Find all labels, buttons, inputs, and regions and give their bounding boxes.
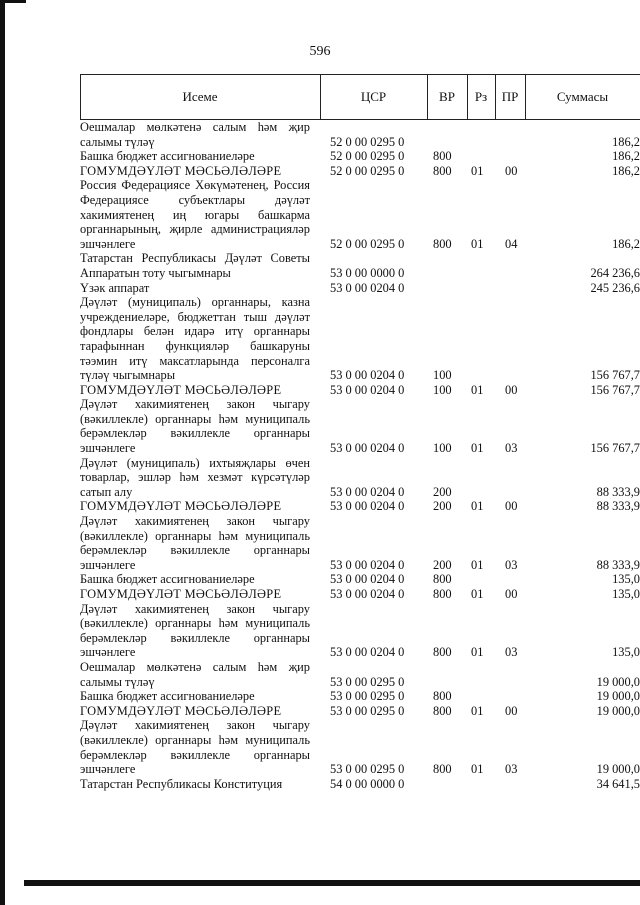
table-row bbox=[80, 397, 640, 455]
row-name: ГОМУМДӘҮЛӘТ МӘСЬӘЛӘЛӘРЕ bbox=[80, 382, 282, 397]
page-number: 596 bbox=[309, 44, 331, 59]
row-sum: 156 767,7 bbox=[590, 382, 640, 397]
table-row bbox=[80, 120, 640, 149]
header-pr: ПР bbox=[501, 89, 519, 104]
row-pr: 03 bbox=[505, 557, 518, 572]
row-sum: 19 000,0 bbox=[596, 674, 640, 689]
row-name: Дәүләт хакимиятенең закон чыгару (вәкиллекле) органнары һәм муниципаль берәмлекләр вәкиллекле органнары эшчәнлеге bbox=[80, 718, 310, 777]
row-vr: 200 bbox=[433, 484, 452, 499]
row-name: ГОМУМДӘҮЛӘТ МӘСЬӘЛӘЛӘРЕ bbox=[80, 703, 282, 718]
row-pr: 03 bbox=[505, 645, 518, 660]
table-row bbox=[80, 660, 640, 689]
row-vr: 100 bbox=[433, 382, 452, 397]
row-sum: 186,2 bbox=[612, 149, 640, 164]
row-csr: 52 0 00 0295 0 bbox=[330, 149, 405, 164]
row-csr: 53 0 00 0204 0 bbox=[330, 499, 405, 514]
row-sum: 135,0 bbox=[612, 572, 640, 587]
row-sum: 34 641,5 bbox=[596, 776, 640, 791]
row-sum: 264 236,6 bbox=[590, 265, 640, 280]
row-pr: 00 bbox=[505, 587, 518, 601]
table-row bbox=[80, 164, 640, 179]
row-name: Татарстан Республикасы Конституция bbox=[80, 776, 283, 791]
row-vr: 100 bbox=[433, 368, 452, 383]
row-vr: 800 bbox=[433, 587, 452, 601]
table-body bbox=[80, 120, 640, 791]
row-sum: 88 333,9 bbox=[596, 557, 640, 572]
row-sum: 88 333,9 bbox=[596, 484, 640, 499]
table-row bbox=[80, 251, 640, 280]
row-csr: 53 0 00 0204 0 bbox=[330, 645, 405, 660]
row-vr: 800 bbox=[433, 645, 452, 660]
row-pr: 03 bbox=[505, 762, 518, 777]
header-name: Исеме bbox=[182, 89, 218, 104]
row-name: Дәүләт (муниципаль) органнары, казна учреждениеләре, бюджеттан тыш дәүләт фондлары белән идарә итү органнары тарафыннан функцияләр башкаруны тәэмин итү максатларында персоналга түләү чыгымнары bbox=[80, 295, 310, 383]
row-csr: 53 0 00 0000 0 bbox=[330, 265, 405, 280]
row-pr: 00 bbox=[505, 499, 518, 514]
row-rz: 01 bbox=[471, 499, 484, 514]
row-csr: 53 0 00 0295 0 bbox=[330, 703, 405, 718]
row-vr: 800 bbox=[433, 762, 452, 777]
row-vr: 100 bbox=[433, 441, 452, 456]
row-csr: 52 0 00 0295 0 bbox=[330, 134, 405, 149]
row-csr: 54 0 00 0000 0 bbox=[330, 776, 405, 791]
row-name: Башка бюджет ассигнованиеләре bbox=[80, 689, 255, 704]
row-csr: 53 0 00 0295 0 bbox=[330, 762, 405, 777]
row-csr: 53 0 00 0204 0 bbox=[330, 280, 405, 295]
row-sum: 245 236,6 bbox=[590, 280, 640, 295]
scan-border-top bbox=[0, 0, 26, 3]
row-sum: 135,0 bbox=[612, 645, 640, 660]
row-sum: 19 000,0 bbox=[596, 762, 640, 777]
row-name: Россия Федерациясе Хөкүмәтенең, Россия Федерациясе субъектлары дәүләт хакимиятенең иң югары башкарма органнарының, җирле администрацияләр эшчәнлеге bbox=[80, 178, 310, 251]
row-rz: 01 bbox=[471, 163, 484, 178]
row-rz: 01 bbox=[471, 762, 484, 777]
table-row bbox=[80, 514, 640, 572]
row-name: Дәүләт хакимиятенең закон чыгару (вәкиллекле) органнары һәм муниципаль берәмлекләр вәкиллекле органнары эшчәнлеге bbox=[80, 601, 310, 660]
row-rz: 01 bbox=[471, 441, 484, 456]
table-row bbox=[80, 456, 640, 500]
row-csr: 52 0 00 0295 0 bbox=[330, 236, 405, 251]
row-csr: 53 0 00 0295 0 bbox=[330, 689, 405, 704]
row-vr: 800 bbox=[433, 572, 452, 587]
row-name: Оешмалар мөлкәтенә салым һәм җир салымы түләү bbox=[80, 659, 310, 689]
budget-table bbox=[80, 74, 640, 791]
header-sum: Суммасы bbox=[556, 89, 609, 104]
row-name: Дәүләт (муниципаль) ихтыяҗлары өчен товарлар, эшләр һәм хезмәт күрсәтүләр сатып алу bbox=[80, 455, 310, 499]
row-name: Дәүләт хакимиятенең закон чыгару (вәкиллекле) органнары һәм муниципаль берәмлекләр вәкиллекле органнары эшчәнлеге bbox=[80, 397, 310, 456]
table-row bbox=[80, 777, 640, 792]
table-header bbox=[80, 74, 640, 120]
row-pr: 00 bbox=[505, 163, 518, 178]
row-vr: 800 bbox=[433, 689, 452, 704]
table-row bbox=[80, 281, 640, 296]
row-rz: 01 bbox=[471, 557, 484, 572]
row-sum: 19 000,0 bbox=[596, 703, 640, 718]
row-csr: 53 0 00 0204 0 bbox=[330, 441, 405, 456]
row-csr: 53 0 00 0204 0 bbox=[330, 557, 405, 572]
row-name: ГОМУМДӘҮЛӘТ МӘСЬӘЛӘЛӘРЕ bbox=[80, 163, 282, 178]
row-rz: 01 bbox=[471, 645, 484, 660]
row-pr: 00 bbox=[505, 382, 518, 397]
row-vr: 800 bbox=[433, 163, 452, 178]
row-csr: 53 0 00 0204 0 bbox=[330, 368, 405, 383]
header-rz: Рз bbox=[474, 89, 488, 104]
row-csr: 53 0 00 0204 0 bbox=[330, 484, 405, 499]
row-pr: 03 bbox=[505, 441, 518, 456]
table-row bbox=[80, 602, 640, 660]
row-sum: 19 000,0 bbox=[596, 689, 640, 704]
table-row bbox=[80, 704, 640, 719]
row-rz: 01 bbox=[471, 703, 484, 718]
row-name: Башка бюджет ассигнованиеләре bbox=[80, 572, 255, 587]
row-name: Татарстан Республикасы Дәүләт Советы Аппаратын тоту чыгымнары bbox=[80, 251, 310, 280]
row-pr: 00 bbox=[505, 703, 518, 718]
row-vr: 200 bbox=[433, 499, 452, 514]
row-sum: 186,2 bbox=[612, 236, 640, 251]
row-vr: 200 bbox=[433, 557, 452, 572]
row-pr: 04 bbox=[505, 236, 518, 251]
table-row bbox=[80, 178, 640, 251]
row-name: ГОМУМДӘҮЛӘТ МӘСЬӘЛӘЛӘРЕ bbox=[80, 499, 282, 514]
row-vr: 800 bbox=[433, 236, 452, 251]
scan-border-bottom bbox=[24, 880, 640, 886]
table-row bbox=[80, 689, 640, 704]
row-sum: 88 333,9 bbox=[596, 499, 640, 514]
header-csr: ЦСР bbox=[360, 89, 387, 104]
row-sum: 156 767,7 bbox=[590, 441, 640, 456]
table-row bbox=[80, 572, 640, 587]
row-rz: 01 bbox=[471, 587, 484, 601]
row-sum: 186,2 bbox=[612, 134, 640, 149]
row-name: Башка бюджет ассигнованиеләре bbox=[80, 149, 255, 164]
row-csr: 53 0 00 0204 0 bbox=[330, 587, 405, 601]
table-row bbox=[80, 149, 640, 164]
row-rz: 01 bbox=[471, 382, 484, 397]
row-sum: 156 767,7 bbox=[590, 368, 640, 383]
row-csr: 53 0 00 0204 0 bbox=[330, 572, 405, 587]
row-sum: 186,2 bbox=[612, 163, 640, 178]
row-csr: 53 0 00 0204 0 bbox=[330, 382, 405, 397]
row-name: Үзәк аппарат bbox=[80, 280, 150, 295]
row-vr: 800 bbox=[433, 703, 452, 718]
scan-border-left bbox=[0, 0, 5, 905]
table-row bbox=[80, 499, 640, 514]
table-row bbox=[80, 718, 640, 776]
row-rz: 01 bbox=[471, 236, 484, 251]
row-csr: 52 0 00 0295 0 bbox=[330, 163, 405, 178]
row-name: Оешмалар мөлкәтенә салым һәм җир салымы түләү bbox=[80, 120, 310, 149]
table-row bbox=[80, 383, 640, 398]
row-csr: 53 0 00 0295 0 bbox=[330, 674, 405, 689]
row-name: Дәүләт хакимиятенең закон чыгару (вәкиллекле) органнары һәм муниципаль берәмлекләр вәкиллекле органнары эшчәнлеге bbox=[80, 514, 310, 572]
row-vr: 800 bbox=[433, 149, 452, 164]
table-row bbox=[80, 295, 640, 383]
table-row bbox=[80, 587, 640, 602]
row-sum: 135,0 bbox=[612, 587, 640, 601]
header-vr: ВР bbox=[439, 89, 455, 104]
row-name: ГОМУМДӘҮЛӘТ МӘСЬӘЛӘЛӘРЕ bbox=[80, 587, 282, 601]
